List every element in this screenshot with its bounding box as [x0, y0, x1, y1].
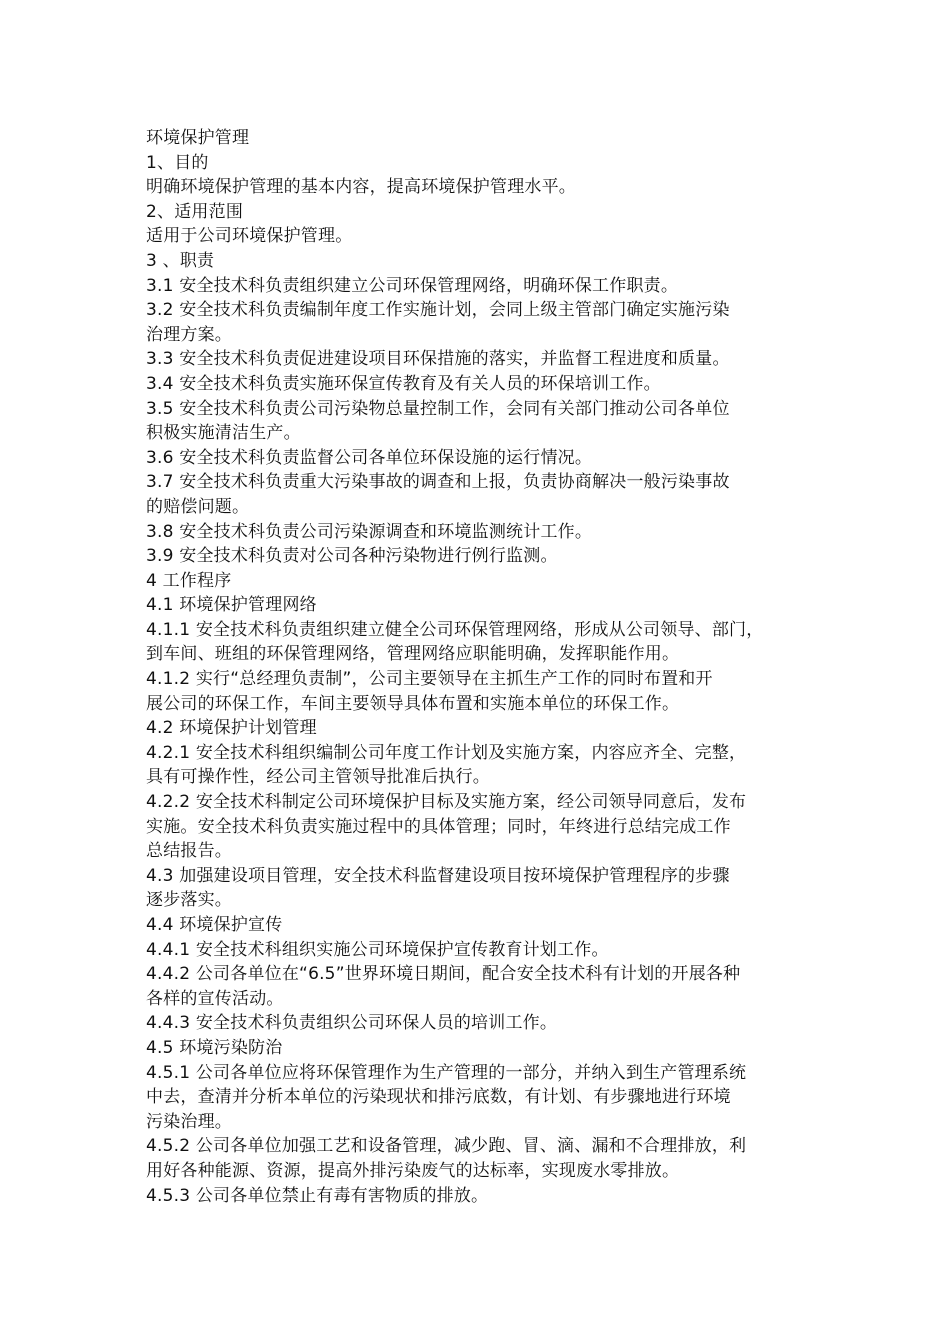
paragraph-line: 积极实施清洁生产。	[146, 423, 301, 444]
paragraph-line: 4.2.1 安全技术科组织编制公司年度工作计划及实施方案，内容应齐全、完整，	[146, 742, 747, 763]
paragraph-line: 4.5.3 公司各单位禁止有毒有害物质的排放。	[146, 1185, 489, 1206]
section-heading-duties: 3 、职责	[146, 250, 215, 271]
subsection-heading: 4.5 环境污染防治	[146, 1037, 283, 1058]
paragraph-line: 4.2.2 安全技术科制定公司环境保护目标及实施方案，经公司领导同意后，发布	[146, 792, 747, 813]
section-heading-purpose: 1、目的	[146, 152, 209, 173]
paragraph-line: 3.6 安全技术科负责监督公司各单位环保设施的运行情况。	[146, 447, 593, 468]
section-heading-procedure: 4 工作程序	[146, 570, 232, 591]
paragraph-line: 3.9 安全技术科负责对公司各种污染物进行例行监测。	[146, 546, 558, 567]
paragraph-line: 污染治理。	[146, 1111, 232, 1132]
paragraph-line: 明确环境保护管理的基本内容，提高环境保护管理水平。	[146, 177, 576, 198]
paragraph-line: 具有可操作性，经公司主管领导批准后执行。	[146, 767, 490, 788]
paragraph-line: 4.5.2 公司各单位加强工艺和设备管理，减少跑、冒、滴、漏和不合理排放，利	[146, 1136, 747, 1157]
subsection-heading: 4.1 环境保护管理网络	[146, 595, 317, 616]
subsection-heading: 4.2 环境保护计划管理	[146, 718, 317, 739]
paragraph-line: 4.1.2 实行“总经理负责制”，公司主要领导在主抓生产工作的同时布置和开	[146, 669, 713, 690]
paragraph-line: 4.4.1 安全技术科组织实施公司环境保护宣传教育计划工作。	[146, 939, 609, 960]
section-heading-scope: 2、适用范围	[146, 201, 244, 222]
paragraph-line: 3.7 安全技术科负责重大污染事故的调查和上报，负责协商解决一般污染事故	[146, 472, 730, 493]
paragraph-line: 4.4.2 公司各单位在“6.5”世界环境日期间，配合安全技术科有计划的开展各种	[146, 964, 741, 985]
paragraph-line: 用好各种能源、资源，提高外排污染废气的达标率，实现废水零排放。	[146, 1160, 680, 1181]
paragraph-line: 3.2 安全技术科负责编制年度工作实施计划，会同上级主管部门确定实施污染	[146, 300, 730, 321]
paragraph-line: 3.3 安全技术科负责促进建设项目环保措施的落实，并监督工程进度和质量。	[146, 349, 730, 370]
paragraph-line: 4.4.3 安全技术科负责组织公司环保人员的培训工作。	[146, 1013, 558, 1034]
paragraph-line: 3.8 安全技术科负责公司污染源调查和环境监测统计工作。	[146, 521, 593, 542]
paragraph-line: 逐步落实。	[146, 890, 232, 911]
paragraph-line: 4.5.1 公司各单位应将环保管理作为生产管理的一部分，并纳入到生产管理系统	[146, 1062, 747, 1083]
paragraph-line: 4.3 加强建设项目管理，安全技术科监督建设项目按环境保护管理程序的步骤	[146, 865, 730, 886]
document-body	[146, 126, 846, 1208]
paragraph-line: 3.5 安全技术科负责公司污染物总量控制工作，会同有关部门推动公司各单位	[146, 398, 730, 419]
document-title: 环境保护管理	[146, 128, 250, 148]
paragraph-line: 实施。安全技术科负责实施过程中的具体管理；同时，年终进行总结完成工作	[146, 816, 731, 837]
subsection-heading: 4.4 环境保护宣传	[146, 915, 283, 935]
paragraph-line: 展公司的环保工作，车间主要领导具体布置和实施本单位的环保工作。	[146, 693, 680, 714]
paragraph-line: 治理方案。	[146, 324, 232, 345]
paragraph-line: 3.4 安全技术科负责实施环保宣传教育及有关人员的环保培训工作。	[146, 373, 661, 394]
paragraph-line: 4.1.1 安全技术科负责组织建立健全公司环保管理网络，形成从公司领导、部门，	[146, 619, 764, 640]
paragraph-line: 适用于公司环境保护管理。	[146, 226, 353, 247]
paragraph-line: 总结报告。	[146, 841, 232, 862]
paragraph-line: 的赔偿问题。	[146, 496, 250, 517]
paragraph-line: 中去，查清并分析本单位的污染现状和排污底数，有计划、有步骤地进行环境	[146, 1087, 731, 1108]
paragraph-line: 到车间、班组的环保管理网络，管理网络应职能明确，发挥职能作用。	[146, 644, 680, 665]
paragraph-line: 各样的宣传活动。	[146, 988, 284, 1009]
paragraph-line: 3.1 安全技术科负责组织建立公司环保管理网络，明确环保工作职责。	[146, 275, 679, 296]
